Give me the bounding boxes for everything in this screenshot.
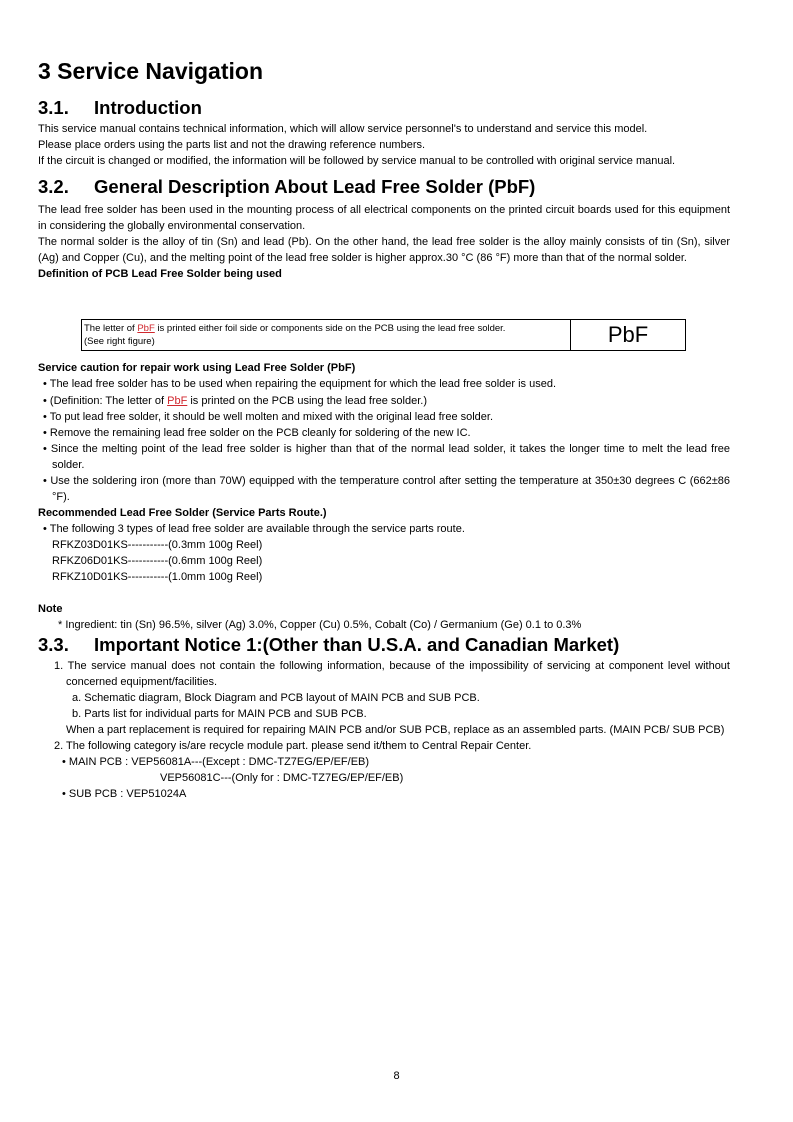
pbf-figure: PbF xyxy=(571,320,686,351)
caution-item: • Remove the remaining lead free solder on the PCB cleanly for soldering of the new IC. xyxy=(43,427,471,439)
pbf-definition-text: The letter of PbF is printed either foil side or components side on the PCB using the lead free solder. (See right figure) xyxy=(82,320,571,351)
service-caution: Service caution for repair work using Lead Free Solder (PbF) • The lead free solder has to be used when repairing the equipment for which the lead free solder is used. • (Definition: The letter of PbF is printed on the PCB using the lead free solder.) • To put lead free solder, it should be well molten and mixed with the original lead free solder. • Remove the remaining lead free solder on the PCB cleanly for soldering of the new IC. • Since the melting point of the lead free solder is higher than that of the normal lead solder, it takes the longer time to melt the lead free solder. • Use the soldering iron (more than 70W) equipped with the temperature control after setting the temperature at 350±30 degrees C (662±86 °F). Recommended Lead Free Solder (Service Parts Route.) • The following 3 types of lead free solder are available through the service parts route. RFKZ03D01KS-----------(0.3mm 100g Reel) RFKZ06D01KS-----------(0.6mm 100g Reel) RFKZ10D01KS-----------(1.0mm 100g Reel) Note * Ingredient: tin (Sn) 96.5%, silver (Ag) 3.0%, Copper (Cu) 0.5%, Cobalt (Co) / Germanium (Ge) 0.1 to 0.3% xyxy=(38,362,730,631)
section-heading-3-2: 3.2. General Description About Lead Free Solder (PbF) xyxy=(38,176,536,197)
part-number: RFKZ10D01KS-----------(1.0mm 100g Reel) xyxy=(52,571,263,583)
section-heading-3-3: 3.3. Important Notice 1:(Other than U.S.A. and Canadian Market) xyxy=(38,634,620,655)
section-heading-3-1: 3.1. Introduction xyxy=(38,97,202,118)
page-number: 8 xyxy=(393,1070,400,1082)
intro-paragraph: This service manual contains technical information, which will allow service personnel's to understand and service this model. Please place orders using the parts list and not the drawing reference numbers. If the circuit is changed or modified, the information will be followed by service manual to be controlled with original service manual. xyxy=(38,123,676,167)
part-number: RFKZ06D01KS-----------(0.6mm 100g Reel) xyxy=(52,555,263,567)
lead-free-description: The lead free solder has been used in the mounting process of all electrical components on the printed circuit boards used for this equipment in considering the globally environmental conservation. The normal solder is the alloy of tin (Sn) and lead (Pb). On the other hand, the lead free solder is the alloy mainly consists of tin (Sn), silver (Ag) and Copper (Cu), and the melting point of the lead free solder is higher approx.30 °C (86 °F) more than that of the normal solder. Definition of PCB Lead Free Solder being used xyxy=(38,204,730,280)
caution-item: • Use the soldering iron (more than 70W) equipped with the temperature control after setting the temperature at 350±30 degrees C (662±86 °F). xyxy=(43,475,730,503)
page-title: 3 Service Navigation xyxy=(38,58,263,84)
caution-item: • Since the melting point of the lead free solder is higher than that of the normal lead solder, it takes the longer time to melt the lead free solder. xyxy=(43,443,730,471)
caution-item: • (Definition: The letter of PbF is printed on the PCB using the lead free solder.) xyxy=(43,395,427,407)
pbf-definition-box xyxy=(81,319,686,351)
important-notice: 1. The service manual does not contain the following information, because of the impossibility of servicing at component level without concerned equipment/facilities. a. Schematic diagram, Block Diagram and PCB layout of MAIN PCB and SUB PCB. b. Parts list for individual parts for MAIN PCB and SUB PCB. When a part replacement is required for repairing MAIN PCB and/or SUB PCB, replace as an assembled parts. (MAIN PCB/ SUB PCB) 2. The following category is/are recycle module part. please send it/them to Central Repair Center. • MAIN PCB : VEP56081A---(Except : DMC-TZ7EG/EP/EF/EB) VEP56081C---(Only for : DMC-TZ7EG/EP/EF/EB) • SUB PCB : VEP51024A xyxy=(54,660,730,800)
caution-item: • The lead free solder has to be used when repairing the equipment for which the lead free solder is used. xyxy=(43,378,557,390)
pbf-mark-inline: PbF xyxy=(137,323,155,334)
part-number: RFKZ03D01KS-----------(0.3mm 100g Reel) xyxy=(52,539,263,551)
caution-item: • To put lead free solder, it should be well molten and mixed with the original lead free solder. xyxy=(43,411,494,423)
